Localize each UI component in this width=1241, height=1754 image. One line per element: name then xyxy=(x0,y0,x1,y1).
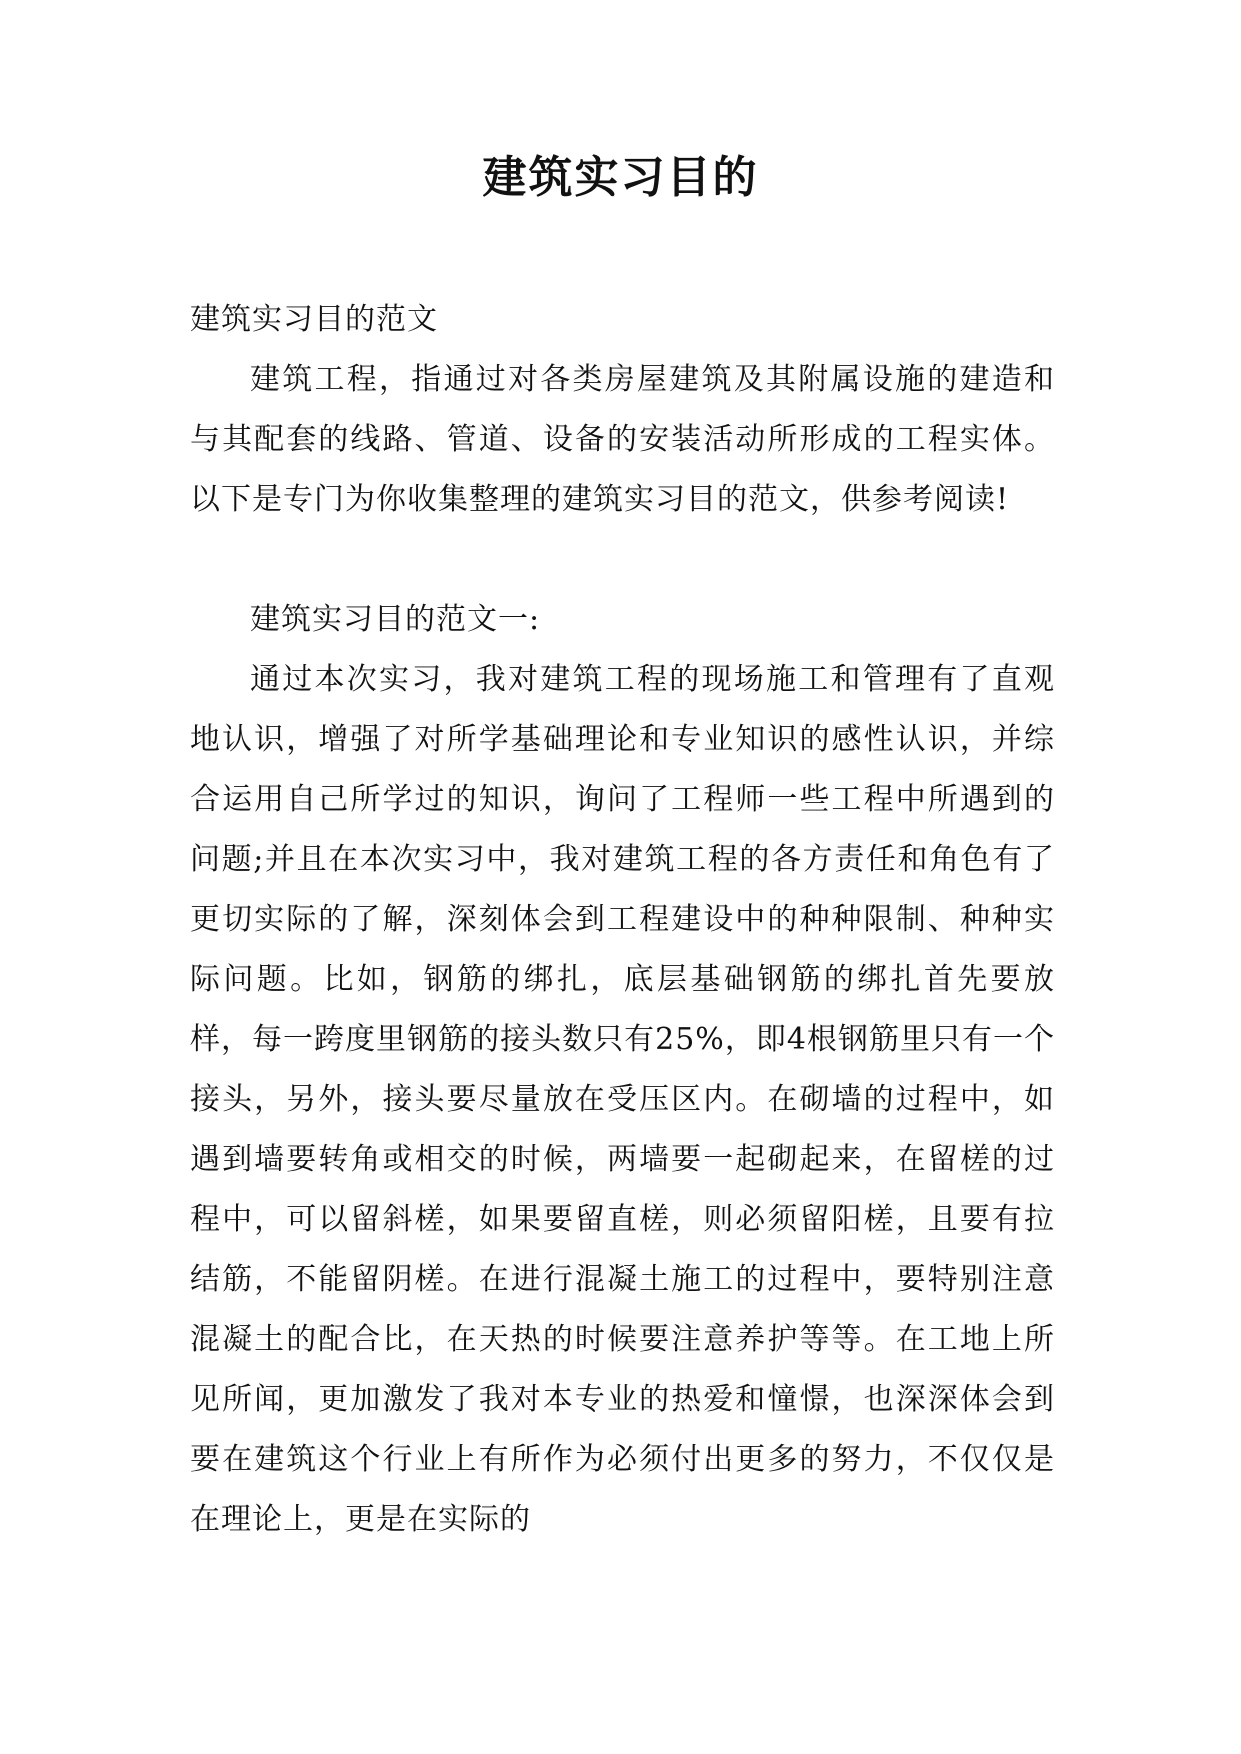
document-body xyxy=(190,290,1055,1550)
section-heading: 建筑实习目的范文一: xyxy=(250,602,541,637)
intro-paragraph: 建筑工程，指通过对各类房屋建筑及其附属设施的建造和与其配套的线路、管道、设备的安装活动所形成的工程实体。以下是专门为你收集整理的建筑实习目的范文，供参考阅读! xyxy=(190,362,1055,517)
document-subtitle: 建筑实习目的范文 xyxy=(190,302,438,337)
body-paragraph: 通过本次实习，我对建筑工程的现场施工和管理有了直观地认识，增强了对所学基础理论和专业知识的感性认识，并综合运用自己所学过的知识，询问了工程师一些工程中所遇到的问题;并且在本次实习中，我对建筑工程的各方责任和角色有了更切实际的了解，深刻体会到工程建设中的种种限制、种种实际问题。比如，钢筋的绑扎，底层基础钢筋的绑扎首先要放样，每一跨度里钢筋的接头数只有25%，即4根钢筋里只有一个接头，另外，接头要尽量放在受压区内。在砌墙的过程中，如遇到墙要转角或相交的时候，两墙要一起砌起来，在留槎的过程中，可以留斜槎，如果要留直槎，则必须留阳槎，且要有拉结筋，不能留阴槎。在进行混凝土施工的过程中，要特别注意混凝土的配合比，在天热的时候要注意养护等等。在工地上所见所闻，更加激发了我对本专业的热爱和憧憬，也深深体会到要在建筑这个行业上有所作为必须付出更多的努力，不仅仅是在理论上，更是在实际的 xyxy=(190,662,1055,1537)
paragraph-gap xyxy=(190,530,1055,590)
document-title: 建筑实习目的 xyxy=(482,152,759,203)
